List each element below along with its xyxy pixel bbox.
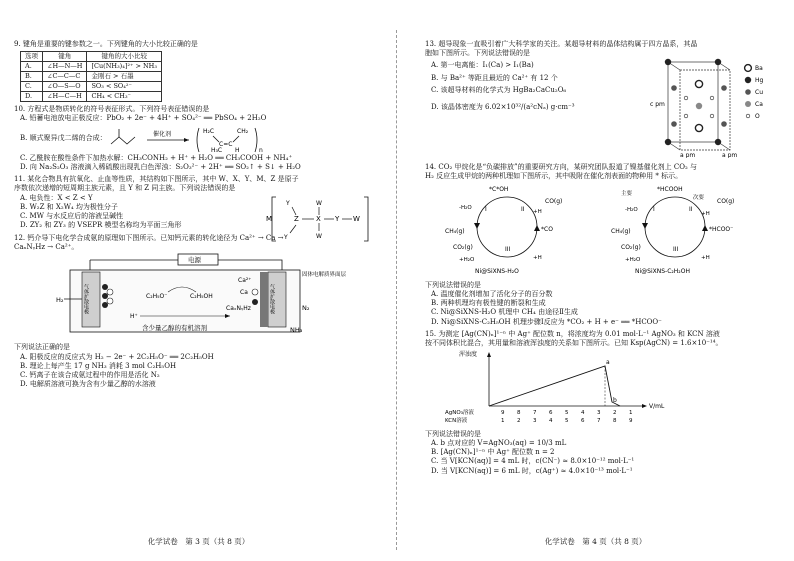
q12-option-d: D. 电解质溶液可换为含有少量乙醇的水溶液 <box>20 380 156 389</box>
question-9 <box>14 40 387 102</box>
tick: 2 <box>517 418 521 425</box>
row1-label: AgNO₃溶液 <box>445 410 474 417</box>
table-cell: SO₃ < SO₄²⁻ <box>87 82 161 92</box>
svg-text:H₃C: H₃C <box>210 146 222 154</box>
q14-lead: 下列说法错误的是 <box>425 280 481 289</box>
q12-option-c: C. 钙离子在该合成氨过程中的作用是活化 N₂ <box>20 370 160 379</box>
q11-structure <box>264 193 374 245</box>
q11-stem-1: 11. 某化合物具有抗氧化、止血等性质，其结构如下图所示，其中 W、X、Y、M、Z 是原子 <box>14 175 299 184</box>
legend-o: O <box>755 113 760 120</box>
table-header-row <box>21 52 162 62</box>
table-cell: ∠H—C—H <box>43 92 87 102</box>
tick: 4 <box>581 410 585 417</box>
point-b-label: b <box>613 397 617 405</box>
tick: 3 <box>533 418 537 425</box>
q10-option-b-label: B. 顺式聚异戊二烯的合成： <box>20 134 107 143</box>
q10-option-c: C. 乙酰胺在酸性条件下加热水解：CH₃CONH₂ + H⁺ + H₂O ══ CH₃COOH + NH₄⁺ <box>20 153 293 162</box>
table-cell: B. <box>21 72 43 82</box>
question-12 <box>14 234 387 390</box>
left-num-1: I <box>485 206 487 214</box>
dim-a1: a pm <box>680 152 696 158</box>
dim-a2: a pm <box>722 152 738 158</box>
left-num-2: II <box>521 206 525 214</box>
svg-text:H₂C: H₂C <box>202 127 214 135</box>
atom-label: W <box>316 233 322 241</box>
right-num-3: III <box>673 246 679 254</box>
right-page <box>397 0 794 561</box>
tick: 9 <box>629 418 633 425</box>
right-num-2: II <box>689 206 693 214</box>
q13-stem-2: 胞如下图所示。下列说法错误的是 <box>425 49 530 58</box>
power-source-label: 电源 <box>188 256 201 265</box>
q15-turbidity-chart <box>445 348 685 426</box>
q15-stem-1: 15. 为测定 [Ag(CN)ₙ]¹⁻ⁿ 中 Ag⁺ 配位数 n，将浓度均为 0.01 mol·L⁻¹ AgNO₃ 和 KCN 溶液 <box>425 329 720 338</box>
q13-stem-1: 13. 超导现象一直吸引着广大科学家的关注。某超导材料的晶体结构属于四方晶系，其晶 <box>425 40 698 48</box>
q10-option-d: D. 向 Na₂S₂O₃ 溶液滴入稀硫酸出现乳白色浑浊：S₂O₃²⁻ + 2H⁺ ══ SO₂↑ + S↓ + H₂O <box>20 162 301 171</box>
q12-stem-1: 12. 钙介导下电化学合成氨的原理如下图所示。已知钙元素的转化途径为 Ca²⁺ → Ca → <box>14 233 284 242</box>
q15-option-b: B. [Ag(CN)ₙ]¹⁻ⁿ 中 Ag⁺ 配位数 n = 2 <box>431 448 555 457</box>
q10-stem: 10. 方程式是物质转化的符号表征形式。下列符号表征错误的是 <box>14 105 210 114</box>
q15-stem-2: 按不同体积比混合，其用量和溶液浑浊度的关系如下图所示。已知 Ksp(AgCN) = 1.6×10⁻¹⁴。 <box>425 339 723 348</box>
svg-text:C=C: C=C <box>218 140 233 148</box>
question-13 <box>425 40 786 160</box>
q14-option-c: C. Ni@SiXNS-H₂O 机理中 CH₄ 由途径Ⅱ生成 <box>431 308 578 317</box>
q15-option-c: C. 当 V[KCN(aq)] = 4 mL 时，c(CN⁻) ≈ 8.0×10⁻¹² mol·L⁻¹ <box>431 457 635 466</box>
tick: 7 <box>533 410 537 417</box>
q14-mechanism-cycles <box>425 181 780 277</box>
q12-option-a: A. 阳极反应的反应式为 H₂ − 2e⁻ + 2C₂H₅O⁻ ══ 2C₂H₅OH <box>20 352 214 361</box>
tick: 4 <box>549 418 553 425</box>
q13-option-b: B. 与 Ba²⁺ 等距且最近的 Ca²⁺ 有 12 个 <box>431 73 558 82</box>
cycle-left <box>445 186 562 275</box>
q10-option-b <box>14 124 387 154</box>
tick: 8 <box>517 410 521 417</box>
q14-option-a: A. 温度催化剂增加了活化分子的百分数 <box>431 289 553 298</box>
q13-option-d: D. 该晶体密度为 6.02×10³²/(a²cNₐ) g·cm⁻³ <box>431 103 575 112</box>
tick: 1 <box>629 410 633 417</box>
q11-stem-2: 序数依次递增的短周期主族元素，且 Y 和 Z 同主族。下列说法错误的是 <box>14 184 236 193</box>
hplus-label: H⁺ <box>130 313 138 321</box>
n2-label: N₂ <box>302 304 310 313</box>
right-arrow-1: -H₂O <box>625 207 638 214</box>
table-cell: C. <box>21 82 43 92</box>
question-14 <box>425 163 786 327</box>
q12-stem-2: CaₓNᵧHz → Ca²⁺。 <box>14 242 79 251</box>
legend-hg: Hg <box>755 77 764 84</box>
table-cell: 金刚石 > 石墨 <box>87 72 161 82</box>
right-top: *HCOOH <box>657 186 683 194</box>
right-arrow-4: +H <box>701 255 710 262</box>
left-arrow-1: -H₂O <box>459 205 472 212</box>
ca-label: Ca <box>240 289 248 297</box>
left-arrow-4: +H <box>533 255 542 262</box>
chart-ylabel: 浑浊度 <box>459 351 478 359</box>
left-electrode-label: 气体扩散电极 <box>83 284 89 315</box>
left-center: Ni@SiXNS-H₂O <box>475 268 519 276</box>
h2-label: H₂ <box>56 296 64 305</box>
table-header: 键角 <box>43 52 87 62</box>
table-cell: CH₄ < CH₃⁻ <box>87 92 161 102</box>
right-arrow-2: +H <box>701 211 710 218</box>
right-minor: 次要 <box>693 195 705 202</box>
interface-layer <box>260 272 268 327</box>
right-co2: CO₂(g) <box>621 244 641 252</box>
q12-lead: 下列说法正确的是 <box>14 343 70 352</box>
table-row <box>21 92 162 102</box>
left-co2: CO₂(g) <box>453 244 473 252</box>
table-cell: D. <box>21 92 43 102</box>
dim-c: c pm <box>650 101 665 108</box>
cycle-right <box>611 186 734 275</box>
legend-ca: Ca <box>755 101 763 108</box>
table-row <box>21 62 162 72</box>
point-a-label: a <box>606 359 610 367</box>
q9-table <box>20 51 162 102</box>
membrane-label: 固体电解质界面层 <box>302 272 347 279</box>
svg-text:H: H <box>234 146 240 154</box>
left-ch4: CH₄(g) <box>445 228 465 236</box>
left-num-3: III <box>505 246 511 254</box>
table-cell: ∠O—S—O <box>43 82 87 92</box>
solvent-label: 含少量乙醇的有机溶剂 <box>142 324 207 333</box>
legend-ba: Ba <box>755 65 763 72</box>
chart-xlabel: V/mL <box>649 403 665 411</box>
tick: 7 <box>597 418 601 425</box>
right-arrow-3: +H₂O <box>625 257 641 264</box>
tick: 2 <box>613 410 617 417</box>
right-electrode-label: 气体扩散电极 <box>269 284 275 315</box>
right-major: 主要 <box>621 191 633 198</box>
row2-label: KCN溶液 <box>445 418 468 425</box>
row2-ticks <box>501 418 633 424</box>
atom-label: W <box>316 200 322 208</box>
row1-ticks <box>501 410 633 416</box>
q12-option-b: B. 理论上每产生 17 g NH₃ 消耗 3 mol C₂H₅OH <box>20 361 177 370</box>
legend-cu: Cu <box>755 89 763 96</box>
table-row <box>21 72 162 82</box>
q15-option-d: D. 当 V[KCN(aq)] = 6 mL 时，c(Ag⁺) ≈ 4.0×10⁻¹³ mol·L⁻¹ <box>431 466 633 475</box>
right-right: *HCOO⁻ <box>709 226 734 234</box>
atom-label: M <box>266 215 273 224</box>
svg-text:Y: Y <box>284 234 288 242</box>
q11-option-c: C. MW 与水反应后的溶液呈碱性 <box>20 212 124 221</box>
q14-option-b: B. 两种机理均有极性键的断裂和生成 <box>431 299 546 308</box>
q15-option-a: A. b 点对应的 V=AgNO₃(aq) = 10/3 mL <box>431 438 567 447</box>
q13-option-c: C. 该超导材料的化学式为 HgBa₂CaCu₂O₆ <box>431 85 567 94</box>
left-co: CO(g) <box>545 198 563 206</box>
table-header: 键角的大小比较 <box>87 52 161 62</box>
c2h5oh-label: C₂H₅OH <box>190 293 213 301</box>
table-cell: A. <box>21 62 43 72</box>
left-arrow-2: +H <box>533 209 542 216</box>
left-right: *CO <box>541 226 553 234</box>
svg-text:CH₂: CH₂ <box>236 127 248 135</box>
q14-stem-2: H₂ 反应生成甲烷的两种机理如下图所示，其中吸附在催化剂表面的物种用 * 标示。 <box>425 172 683 181</box>
question-10 <box>14 105 387 172</box>
q12-electrolysis-diagram <box>50 252 350 340</box>
tick: 5 <box>565 418 569 425</box>
tick: 5 <box>565 410 569 417</box>
page-footer: 化学试卷 第 4 页（共 8 页） <box>544 537 647 547</box>
right-center: Ni@SiXNS-C₂H₂OH <box>635 268 690 276</box>
turbidity-curve <box>489 366 620 406</box>
q13-option-a: A. 第一电离能：I₁(Ca) > I₁(Ba) <box>431 61 534 70</box>
table-row <box>21 82 162 92</box>
q14-option-d: D. Ni@SiXNS-C₂H₅OH 机理步骤Ⅰ反应为 *CO₂ + H + e⁻ ══ *HCOO⁻ <box>431 317 662 326</box>
right-co: CO(g) <box>717 198 735 206</box>
atom-label: Y <box>286 200 290 208</box>
tick: 3 <box>597 410 601 417</box>
right-ch4: CH₄(g) <box>611 228 631 236</box>
svg-text:n: n <box>258 146 263 154</box>
q14-stem-1: 14. CO₂ 甲烷化是“负碳排放”的重要研究方向，某研究团队报道了镍基催化剂上 CO₂ 与 <box>425 163 697 171</box>
isoprene-polymerization-scheme <box>107 124 307 154</box>
table-header: 选项 <box>21 52 43 62</box>
table-cell: ∠H—N—H <box>43 62 87 72</box>
q15-lead: 下列说法错误的是 <box>425 429 481 438</box>
q11-option-a: A. 电负性：X < Z < Y <box>20 193 93 202</box>
tick: 8 <box>613 418 617 425</box>
tick: 6 <box>549 410 553 417</box>
caxnyhz-label: CaₓNᵧHz <box>226 305 251 313</box>
tick: 1 <box>501 418 505 425</box>
q11-option-b: B. W₂Z 和 X₂W₄ 均为极性分子 <box>20 202 118 211</box>
table-cell: [Cu(NH₃)₄]²⁺ > NH₃ <box>87 62 161 72</box>
table-cell: ∠C—C—C <box>43 72 87 82</box>
left-top: *C*OH <box>489 186 509 194</box>
question-15 <box>425 330 786 476</box>
q9-stem: 9. 键角是重要的键参数之一。下列键角的大小比较正确的是 <box>14 40 198 48</box>
atom-label: W <box>353 215 360 224</box>
tick: 6 <box>581 418 585 425</box>
tick: 9 <box>501 410 505 417</box>
c2h5o-label: C₂H₅O⁻ <box>146 293 168 301</box>
q11-option-d: D. ZY₂ 和 ZY₃ 的 VSEPR 模型名称均为平面三角形 <box>20 221 182 230</box>
right-num-1: I <box>653 206 655 214</box>
atom-label: Z <box>294 215 299 224</box>
ca2-label: Ca²⁺ <box>238 277 252 285</box>
catalyst-label: 催化剂 <box>152 130 171 138</box>
q10-option-a: A. 铅蓄电池放电正极反应：PbO₂ + 2e⁻ + 4H⁺ + SO₄²⁻ ══ PbSO₄ + 2H₂O <box>20 114 267 123</box>
page-footer: 化学试卷 第 3 页（共 8 页） <box>147 537 250 547</box>
left-arrow-3: +H₂O <box>459 257 475 264</box>
atom-label: Y <box>335 215 340 224</box>
nh3-label: NH₃ <box>290 326 303 335</box>
atom-label: X <box>316 215 321 224</box>
q13-unit-cell <box>650 58 785 158</box>
